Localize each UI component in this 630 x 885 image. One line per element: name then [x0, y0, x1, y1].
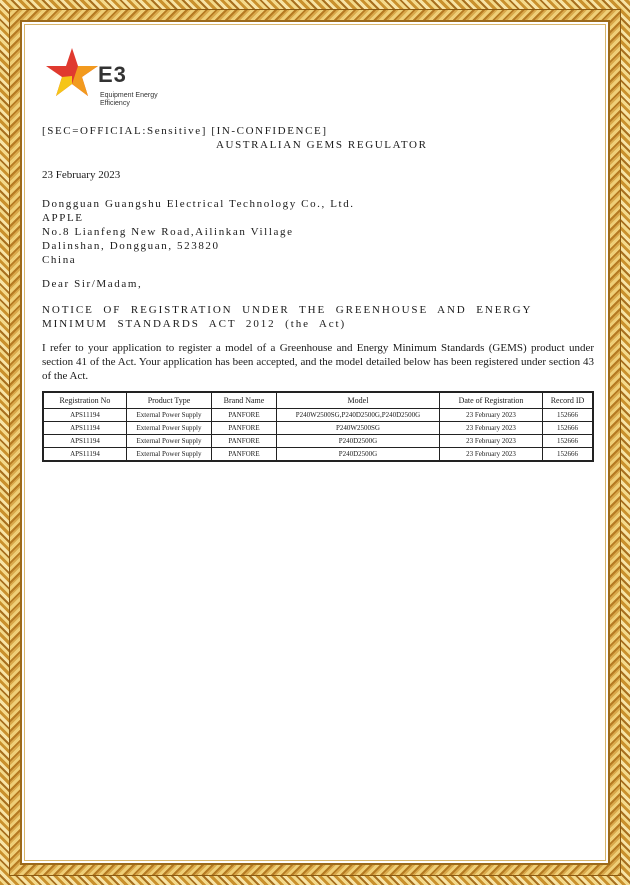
cell-brand-name: PANFORE: [212, 435, 277, 448]
cell-product-type: External Power Supply: [127, 409, 212, 422]
cell-record-id: 152666: [543, 448, 594, 462]
recipient-address: [42, 197, 594, 267]
cell-model: P240W2500SG,P240D2500G,P240D2500G: [277, 409, 440, 422]
table-row: [43, 448, 593, 462]
table-header-row: [43, 392, 593, 409]
cell-registration-no: APS11194: [43, 409, 127, 422]
column-header: Registration No: [43, 392, 127, 409]
e3-logo: [42, 44, 594, 114]
column-header: Record ID: [543, 392, 594, 409]
table-row: [43, 435, 593, 448]
cell-model: P240D2500G: [277, 448, 440, 462]
star-logo-icon: [44, 46, 100, 102]
body-paragraph: I refer to your application to register a model of a Greenhouse and Energy Minimum Standards (GEMS) product under section 41 of the Act. Your application has been accepted, and the model detailed below has been registered under section 43 of the Act.: [42, 342, 594, 382]
letter-content: [42, 44, 594, 462]
cell-record-id: 152666: [543, 409, 594, 422]
column-header: Date of Registration: [440, 392, 543, 409]
logo-mark: E3: [98, 62, 127, 87]
cell-registration-no: APS11194: [43, 448, 127, 462]
cell-brand-name: PANFORE: [212, 448, 277, 462]
cell-registration-no: APS11194: [43, 435, 127, 448]
column-header: Brand Name: [212, 392, 277, 409]
address-line: China: [42, 254, 77, 266]
address-line: APPLE: [42, 212, 84, 224]
cell-brand-name: PANFORE: [212, 422, 277, 435]
cell-model: P240W2500SG: [277, 422, 440, 435]
cell-product-type: External Power Supply: [127, 435, 212, 448]
column-header: Model: [277, 392, 440, 409]
address-line: Dongguan Guangshu Electrical Technology Co., Ltd.: [42, 198, 355, 210]
cell-record-id: 152666: [543, 422, 594, 435]
regulator-name: AUSTRALIAN GEMS REGULATOR: [216, 139, 428, 151]
cell-product-type: External Power Supply: [127, 422, 212, 435]
registration-table: [42, 391, 594, 462]
cell-date: 23 February 2023: [440, 435, 543, 448]
notice-heading: NOTICE OF REGISTRATION UNDER THE GREENHOUSE AND ENERGY MINIMUM STANDARDS ACT 2012 (the Act): [42, 304, 532, 330]
address-line: No.8 Lianfeng New Road,Ailinkan Village: [42, 226, 294, 238]
cell-date: 23 February 2023: [440, 422, 543, 435]
table-row: [43, 409, 593, 422]
table-row: [43, 422, 593, 435]
letter-date: 23 February 2023: [42, 169, 121, 181]
logo-tagline: Equipment Energy Efficiency: [100, 92, 158, 107]
cell-registration-no: APS11194: [43, 422, 127, 435]
cell-model: P240D2500G: [277, 435, 440, 448]
cell-brand-name: PANFORE: [212, 409, 277, 422]
column-header: Product Type: [127, 392, 212, 409]
cell-record-id: 152666: [543, 435, 594, 448]
cell-date: 23 February 2023: [440, 409, 543, 422]
classification-marking: [SEC=OFFICIAL:Sensitive] [IN-CONFIDENCE]: [42, 125, 328, 137]
address-line: Dalinshan, Dongguan, 523820: [42, 240, 220, 252]
cell-date: 23 February 2023: [440, 448, 543, 462]
salutation: Dear Sir/Madam,: [42, 278, 143, 290]
cell-product-type: External Power Supply: [127, 448, 212, 462]
